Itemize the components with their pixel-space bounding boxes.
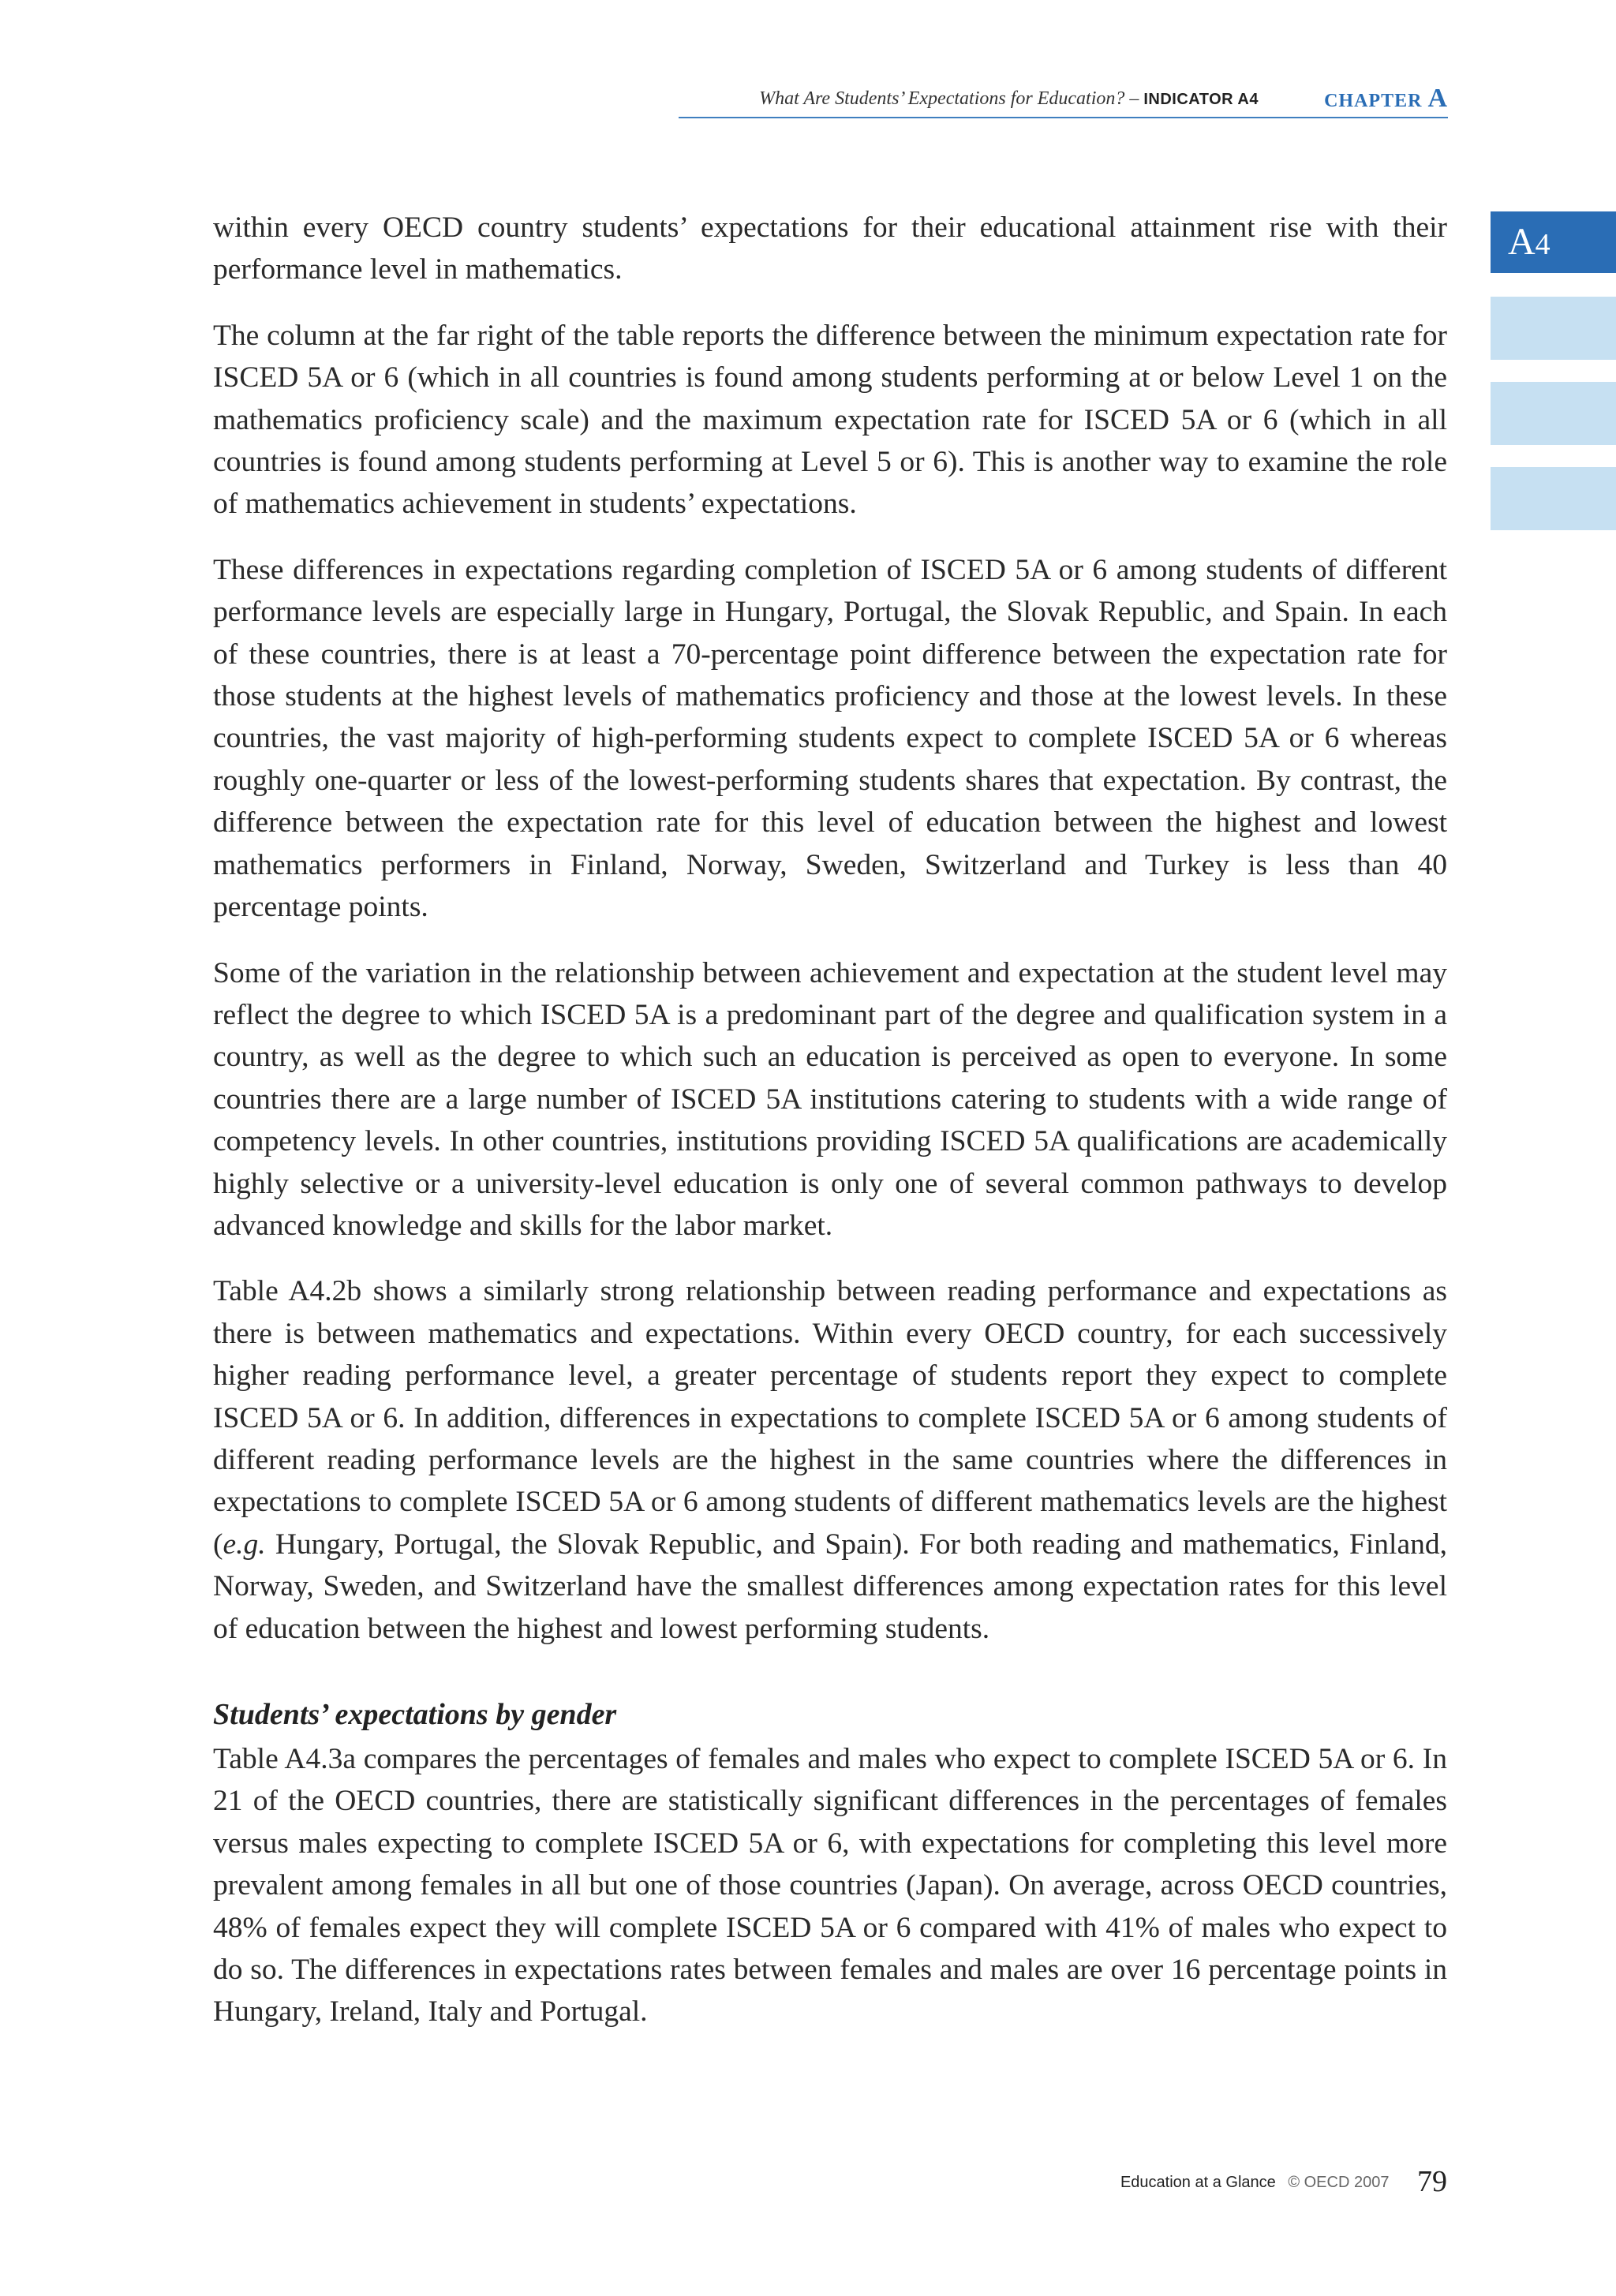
header-title-text: What Are Students’ Expectations for Education? – — [759, 88, 1139, 109]
copyright: © OECD 2007 — [1288, 2174, 1390, 2191]
paragraph: Some of the variation in the relationship between achievement and expectation at the student level may reflect the degree to which ISCED 5A is a predominant part of the degree and qualification system in a country, as well as the degree to which such an education is perceived as open to everyone. In some countries there are a large number of ISCED 5A institutions catering to students with a wide range of competency levels. In other countries, institutions providing ISCED 5A qualifications are academically highly selective or a university-level education is only one of several common pathways to develop advanced knowledge and skills for the labor market. — [213, 956, 1447, 1242]
page-footer — [1120, 2160, 1447, 2198]
paragraph-text: Hungary, Portugal, the Slovak Republic, and Spain). For both reading and mathematics, Finland, Norway, Sweden, and Switzerland have the smallest differences among expectation rates for this level of education between the highest and lowest performing students. — [213, 1528, 1447, 1645]
running-header-title — [759, 88, 1259, 110]
paragraph-text: Table A4.2b shows a similarly strong relationship between reading performance and expectations as there is between mathematics and expectations. Within every OECD country, for each successively higher reading performance level, a greater percentage of students report they expect to complete ISCED 5A or 6. In addition, differences in expectations to complete ISCED 5A or 6 among students of different reading performance levels are the highest in the same countries where the differences in expectations to complete ISCED 5A or 6 among students of different mathematics levels are the highest ( — [213, 1275, 1447, 1561]
side-tab-letter: A — [1508, 221, 1536, 263]
paragraph: The column at the far right of the table reports the difference between the minimum expectation rate for ISCED 5A or 6 (which in all countries is found among students performing at or below Level 1 on the mathematics proficiency scale) and the maximum expectation rate for ISCED 5A or 6 (which in all countries is found among students performing at Level 5 or 6). This is another way to examine the role of mathematics achievement in students’ expectations. — [213, 319, 1447, 521]
publication-title: Education at a Glance — [1120, 2174, 1276, 2191]
chapter-label — [1324, 84, 1448, 114]
page-number: 79 — [1417, 2165, 1447, 2198]
side-tab-placeholder — [1491, 382, 1616, 445]
section-heading: Students’ expectations by gender — [213, 1698, 617, 1731]
body-text — [213, 207, 1447, 2057]
chapter-word: CHAPTER — [1324, 91, 1423, 111]
paragraph: These differences in expectations regarding completion of ISCED 5A or 6 among students of different performance levels are especially large in Hungary, Portugal, the Slovak Republic, and Spain. In each of these countries, there is at least a 70-percentage point difference between the expectation rate for those students at the highest levels of mathematics proficiency and those at the lowest levels. In these countries, the vast majority of high-performing students expect to complete ISCED 5A or 6 whereas roughly one-quarter or less of the lowest-performing students shares that expectation. By contrast, the difference between the expectation rate for this level of education between the highest and lowest mathematics performers in Finland, Norway, Sweden, Switzerland and Turkey is less than 40 percentage points. — [213, 553, 1447, 924]
side-tab-placeholder — [1491, 467, 1616, 530]
side-tab-a4 — [1491, 211, 1616, 273]
running-header — [679, 84, 1448, 118]
indicator-label: INDICATOR A4 — [1143, 91, 1259, 108]
side-tab-number: 4 — [1535, 228, 1551, 261]
paragraph-reading — [213, 1270, 1447, 1650]
side-tab-placeholder — [1491, 297, 1616, 360]
paragraph-gender: Table A4.3a compares the percentages of females and males who expect to complete ISCED 5A or 6. In 21 of the OECD countries, there are statistically significant differences in the percentages of females versus males expecting to complete ISCED 5A or 6, with expectations for completing this level more prevalent among females in all but one of those countries (Japan). On average, across OECD countries, 48% of females expect they will complete ISCED 5A or 6 compared with 41% of males who expect to do so. The differences in expectations rates between females and males are over 16 percentage points in Hungary, Ireland, Italy and Portugal. — [213, 1743, 1447, 2029]
eg-abbreviation: e.g. — [223, 1528, 266, 1561]
paragraph: within every OECD country students’ expectations for their educational attainment rise with their performance level in mathematics. — [213, 211, 1447, 286]
chapter-letter: A — [1427, 84, 1448, 113]
